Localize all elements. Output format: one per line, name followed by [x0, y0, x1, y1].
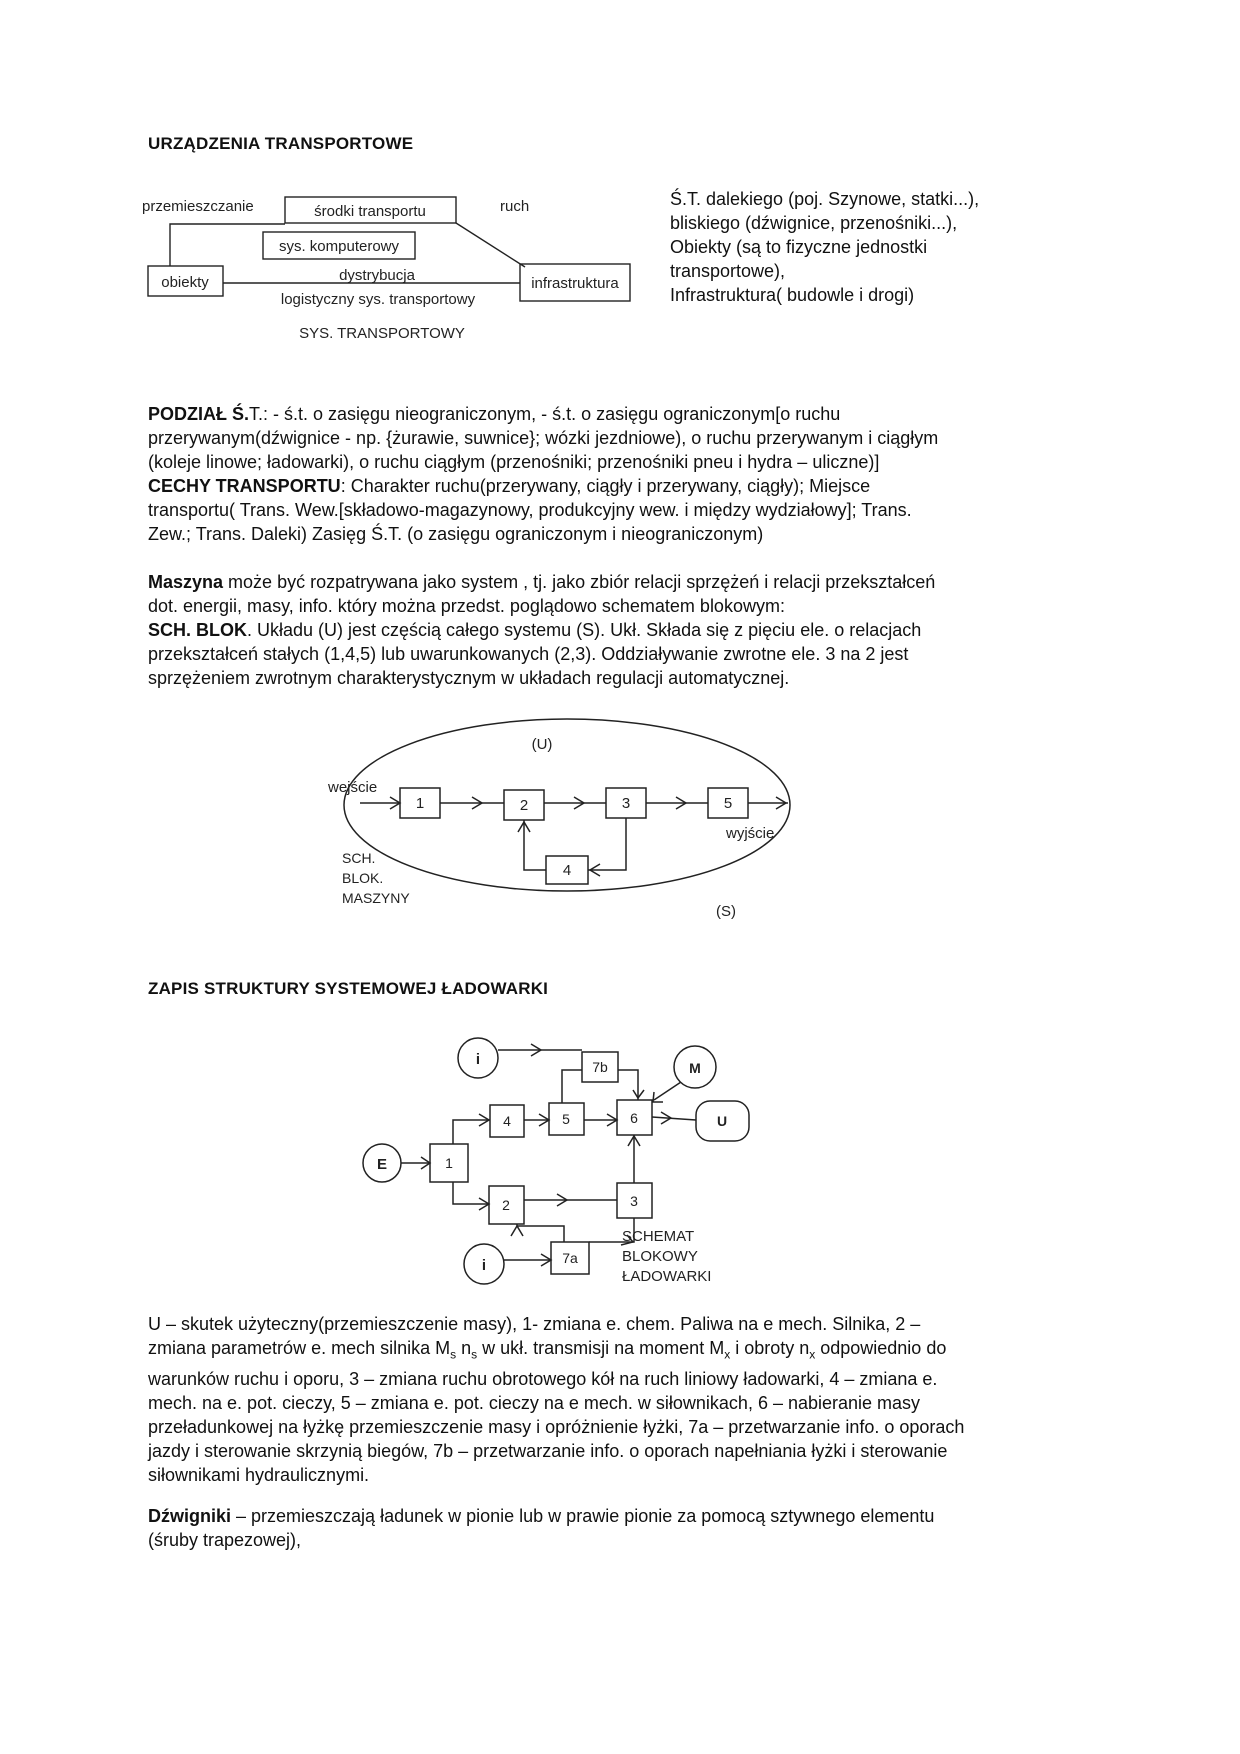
- loader-block-diagram: [355, 1030, 755, 1300]
- label-logistyczny: logistyczny sys. transportowy: [280, 291, 476, 308]
- text-line: T.: - ś.t. o zasięgu nieograniczonym, - ś.t. o zasięgu ograniczonym[o ruchu: [249, 404, 841, 424]
- side-line: transportowe),: [670, 261, 786, 281]
- podzial-paragraph: [148, 402, 1108, 546]
- side-line: Ś.T. dalekiego (poj. Szynowe, statki...),: [670, 189, 980, 209]
- side-line: Obiekty (są to fizyczne jednostki: [670, 237, 928, 257]
- text-line: – przemieszczają ładunek w pionie lub w prawie pionie za pomocą sztywnego elementu: [231, 1506, 935, 1526]
- text-line: : Charakter ruchu(przerywany, ciągły i przerywany, ciągły); Miejsce: [340, 476, 871, 496]
- label-dystrybucja: dystrybucja: [339, 267, 415, 284]
- text-line: przerywanym(dźwignice - np. {żurawie, suwnice}; wózki jezdniowe), o ruchu przerywanym i ciągłym: [148, 428, 939, 448]
- block-3-label: 3: [630, 1193, 638, 1209]
- label-S: (S): [716, 903, 736, 920]
- label-sys-komputerowy: sys. komputerowy: [278, 238, 400, 255]
- circle-M-label: M: [689, 1060, 701, 1076]
- transport-system-diagram: [130, 180, 660, 350]
- text-line: (śruby trapezowej),: [148, 1530, 302, 1550]
- podzial-heading: PODZIAŁ Ś.: [148, 404, 250, 424]
- maszyna-heading: Maszyna: [148, 572, 224, 592]
- side-line: bliskiego (dźwignice, przenośniki...),: [670, 213, 958, 233]
- caption-line: BLOK.: [342, 870, 384, 886]
- text-line: U – skutek użyteczny(przemieszczenie masy), 1- zmiana e. chem. Paliwa na e mech. Silnika, 2 –: [148, 1314, 921, 1334]
- line-przemieszczanie: [170, 224, 285, 266]
- label-wejscie: wejście: [328, 779, 378, 796]
- cechy-heading: CECHY TRANSPORTU: [148, 476, 341, 496]
- maszyna-paragraph: [148, 570, 1108, 690]
- text-line: dot. energii, masy, info. który można przedst. poglądowo schematem blokowym:: [148, 596, 785, 616]
- block-2-label: 2: [519, 797, 529, 814]
- machine-block-diagram: [320, 715, 810, 935]
- block-7a-label: 7a: [562, 1250, 578, 1266]
- circle-i-bottom-label: i: [481, 1257, 487, 1274]
- side-notes: [670, 187, 979, 307]
- line-ruch: [456, 223, 525, 267]
- caption-line: ŁADOWARKI: [622, 1268, 712, 1285]
- label-przemieszczanie: przemieszczanie: [142, 198, 254, 215]
- dzwigniki-heading: Dźwigniki: [148, 1506, 232, 1526]
- caption-line: SCHEMAT: [622, 1228, 695, 1245]
- section-title: ZAPIS STRUKTURY SYSTEMOWEJ ŁADOWARKI: [148, 979, 549, 998]
- block-4-label: 4: [503, 1113, 511, 1129]
- block-7b-label: 7b: [592, 1059, 608, 1075]
- text-line: Zew.; Trans. Daleki) Zasięg Ś.T. (o zasięgu ograniczonym i nieograniczonym): [148, 524, 764, 544]
- block-6-label: 6: [630, 1110, 638, 1126]
- label-ruch: ruch: [500, 198, 530, 215]
- label-U: (U): [531, 736, 553, 753]
- block-1-label: 1: [445, 1155, 453, 1171]
- block-2-label: 2: [502, 1197, 510, 1213]
- caption-line: MASZYNY: [342, 890, 410, 906]
- text-line: mech. na e. pot. cieczy, 5 – zmiana e. pot. cieczy na e mech. w siłownikach, 6 – nabieranie masy: [148, 1392, 921, 1413]
- text-line: zmiana parametrów e. mech silnika $M_s$ $n_s$ w ukł. transmisji na moment $M_x$ i obroty $n_x$ odpowiednio do: [148, 1338, 947, 1362]
- text-line: . Układu (U) jest częścią całego systemu (S). Ukł. Składa się z pięciu ele. o relacjach: [247, 620, 922, 640]
- text-line: transportu( Trans. Wew.[składowo-magazynowy, produkcyjny wew. i między wydziałowy]; Trans.: [148, 500, 912, 520]
- caption-line: BLOKOWY: [622, 1248, 698, 1265]
- text-line: przekształceń stałych (1,4,5) lub uwarunkowanych (2,3). Oddziaływanie zwrotne ele. 3 na 2 jest: [148, 644, 909, 664]
- text-line: sprzężeniem zwrotnym charakterystycznym w układach regulacji automatycznej.: [148, 668, 790, 688]
- block-4-label: 4: [562, 862, 572, 879]
- text-line: siłownikami hydraulicznymi.: [148, 1464, 370, 1485]
- block-5-label: 5: [562, 1111, 570, 1127]
- u-paragraph: [148, 1312, 1118, 1487]
- side-line: Infrastruktura( budowle i drogi): [670, 285, 915, 305]
- label-obiekty: obiekty: [161, 274, 209, 291]
- label-wyjscie: wyjście: [726, 825, 775, 842]
- block-3-label: 3: [621, 795, 631, 812]
- text-line: jazdy i sterowanie skrzynią biegów, 7b – przetwarzanie info. o oporach napełniania łyżki i sterowanie: [148, 1440, 948, 1461]
- circle-E-label: E: [376, 1156, 388, 1173]
- block-1-label: 1: [415, 795, 425, 812]
- text-line: może być rozpatrywana jako system , tj. jako zbiór relacji sprzężeń i relacji przekształceń: [223, 572, 936, 592]
- label-srodki-transportu: środki transportu: [314, 203, 426, 220]
- label-infrastruktura: infrastruktura: [531, 275, 619, 292]
- sch-blok-heading: SCH. BLOK: [148, 620, 247, 640]
- block-5-label: 5: [723, 795, 733, 812]
- text-line: warunków ruchu i oporu, 3 – zmiana ruchu obrotowego kół na ruch liniowy ładowarki, 4 – zmiana e.: [148, 1368, 938, 1389]
- dzwigniki-paragraph: [148, 1504, 1108, 1552]
- page-title: URZĄDZENIA TRANSPORTOWE: [148, 134, 414, 153]
- circle-i-top-label: i: [475, 1051, 481, 1068]
- caption-line: SCH.: [342, 850, 376, 866]
- text-line: przeładunkowej na łyżkę przemieszczenie masy i opróżnienie łyżki, 7a – przetwarzanie info. o oporach: [148, 1416, 965, 1437]
- text-line: (koleje linowe; ładowarki), o ruchu ciągłym (przenośniki; przenośniki pneu i hydra – uliczne)]: [148, 452, 880, 472]
- output-U-label: U: [716, 1113, 728, 1129]
- diagram-caption: SYS. TRANSPORTOWY: [299, 325, 465, 342]
